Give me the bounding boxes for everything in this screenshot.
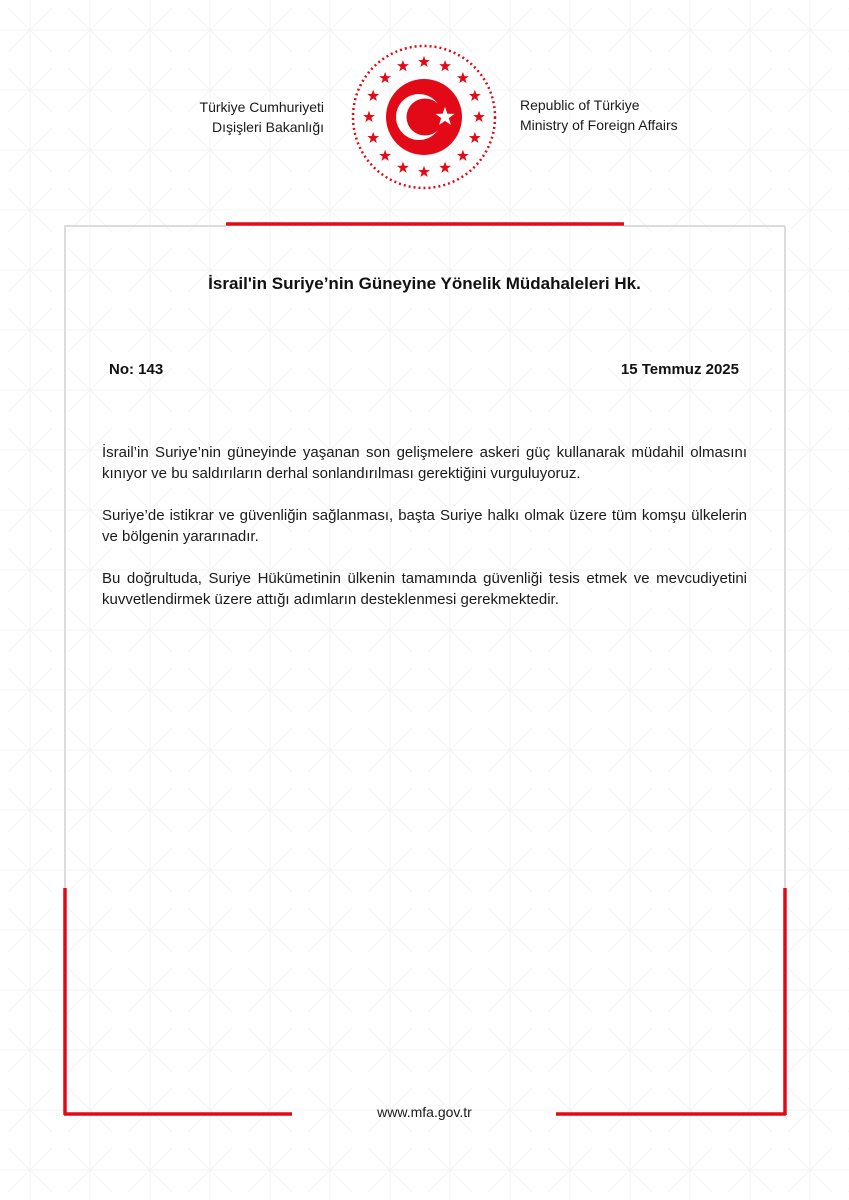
header-left-line2: Dışişleri Bakanlığı <box>211 119 324 135</box>
header-left-line1: Türkiye Cumhuriyeti <box>199 99 324 115</box>
body-paragraph: Suriye’de istikrar ve güvenliğin sağlanması, başta Suriye halkı olmak üzere tüm komşu ülkelerin ve bölgenin yararınadır. <box>102 507 747 545</box>
footer-website-link[interactable]: www.mfa.gov.tr <box>377 1104 472 1120</box>
document-body <box>102 442 747 631</box>
body-paragraph: Bu doğrultuda, Suriye Hükümetinin ülkenin tamamında güvenliği tesis etmek ve mevcudiyetini kuvvetlendirmek üzere attığı adımların desteklenmesi gerekmektedir. <box>102 570 747 608</box>
document-title: İsrail'in Suriye’nin Güneyine Yönelik Müdahaleleri Hk. <box>208 274 641 293</box>
document-date: 15 Temmuz 2025 <box>620 361 739 378</box>
header-right-line2: Ministry of Foreign Affairs <box>520 117 678 133</box>
document-number: No: 143 <box>109 361 164 378</box>
body-paragraph: İsrail’in Suriye’nin güneyinde yaşanan son gelişmelere askeri güç kullanarak müdahil olmasını kınıyor ve bu saldırıların derhal sonlandırılması gerektiğini vurguluyoruz. <box>102 444 747 482</box>
header-right-line1: Republic of Türkiye <box>520 97 640 113</box>
